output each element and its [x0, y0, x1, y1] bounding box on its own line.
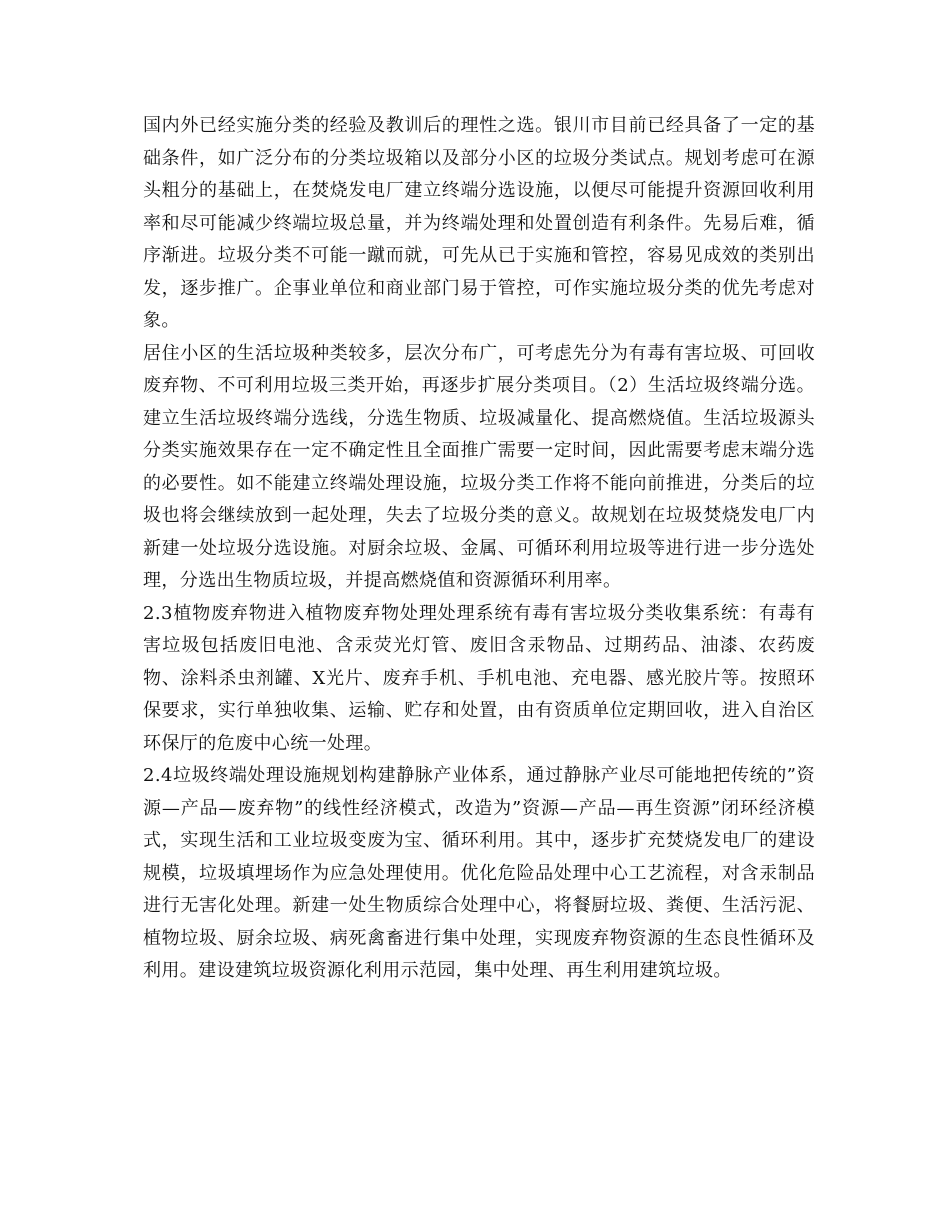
paragraph-4: 2.4垃圾终端处理设施规划构建静脉产业体系，通过静脉产业尽可能地把传统的”资源—产品—废弃物”的线性经济模式，改造为”资源—产品—再生资源”闭环经济模式，实现生活和工业垃圾变废为宝、循环利用。其中，逐步扩充焚烧发电厂的建设规模，垃圾填埋场作为应急处理使用。优化危险品处理中心工艺流程，对含汞制品进行无害化处理。新建一处生物质综合处理中心，将餐厨垃圾、粪便、生活污泥、植物垃圾、厨余垃圾、病死禽畜进行集中处理，实现废弃物资源的生态良性循环及利用。建设建筑垃圾资源化利用示范园，集中处理、再生利用建筑垃圾。: [143, 765, 815, 981]
paragraph-2: 居住小区的生活垃圾种类较多，层次分布广，可考虑先分为有毒有害垃圾、可回收废弃物、不可利用垃圾三类开始，再逐步扩展分类项目。（2）生活垃圾终端分选。建立生活垃圾终端分选线，分选生物质、垃圾减量化、提高燃烧值。生活垃圾源头分类实施效果存在一定不确定性且全面推广需要一定时间，因此需要考虑末端分选的必要性。如不能建立终端处理设施，垃圾分类工作将不能向前推进，分类后的垃圾也将会继续放到一起处理，失去了垃圾分类的意义。故规划在垃圾焚烧发电厂内新建一处垃圾分选设施。对厨余垃圾、金属、可循环利用垃圾等进行进一步分选处理，分选出生物质垃圾，并提高燃烧值和资源循环利用率。: [143, 342, 815, 591]
document-body: [143, 110, 815, 988]
paragraph-1: 国内外已经实施分类的经验及教训后的理性之选。银川市目前已经具备了一定的基础条件，如广泛分布的分类垃圾箱以及部分小区的垃圾分类试点。规划考虑可在源头粗分的基础上，在焚烧发电厂建立终端分选设施，以便尽可能提升资源回收利用率和尽可能减少终端垃圾总量，并为终端处理和处置创造有利条件。先易后难，循序渐进。垃圾分类不可能一蹴而就，可先从已于实施和管控，容易见成效的类别出发，逐步推广。企事业单位和商业部门易于管控，可作实施垃圾分类的优先考虑对象。: [143, 115, 815, 331]
paragraph-3: 2.3植物废弃物进入植物废弃物处理处理系统有毒有害垃圾分类收集系统：有毒有害垃圾包括废旧电池、含汞荧光灯管、废旧含汞物品、过期药品、油漆、农药废物、涂料杀虫剂罐、X光片、废弃手机、手机电池、充电器、感光胶片等。按照环保要求，实行单独收集、运输、贮存和处置，由有资质单位定期回收，进入自治区环保厅的危废中心统一处理。: [143, 602, 815, 754]
